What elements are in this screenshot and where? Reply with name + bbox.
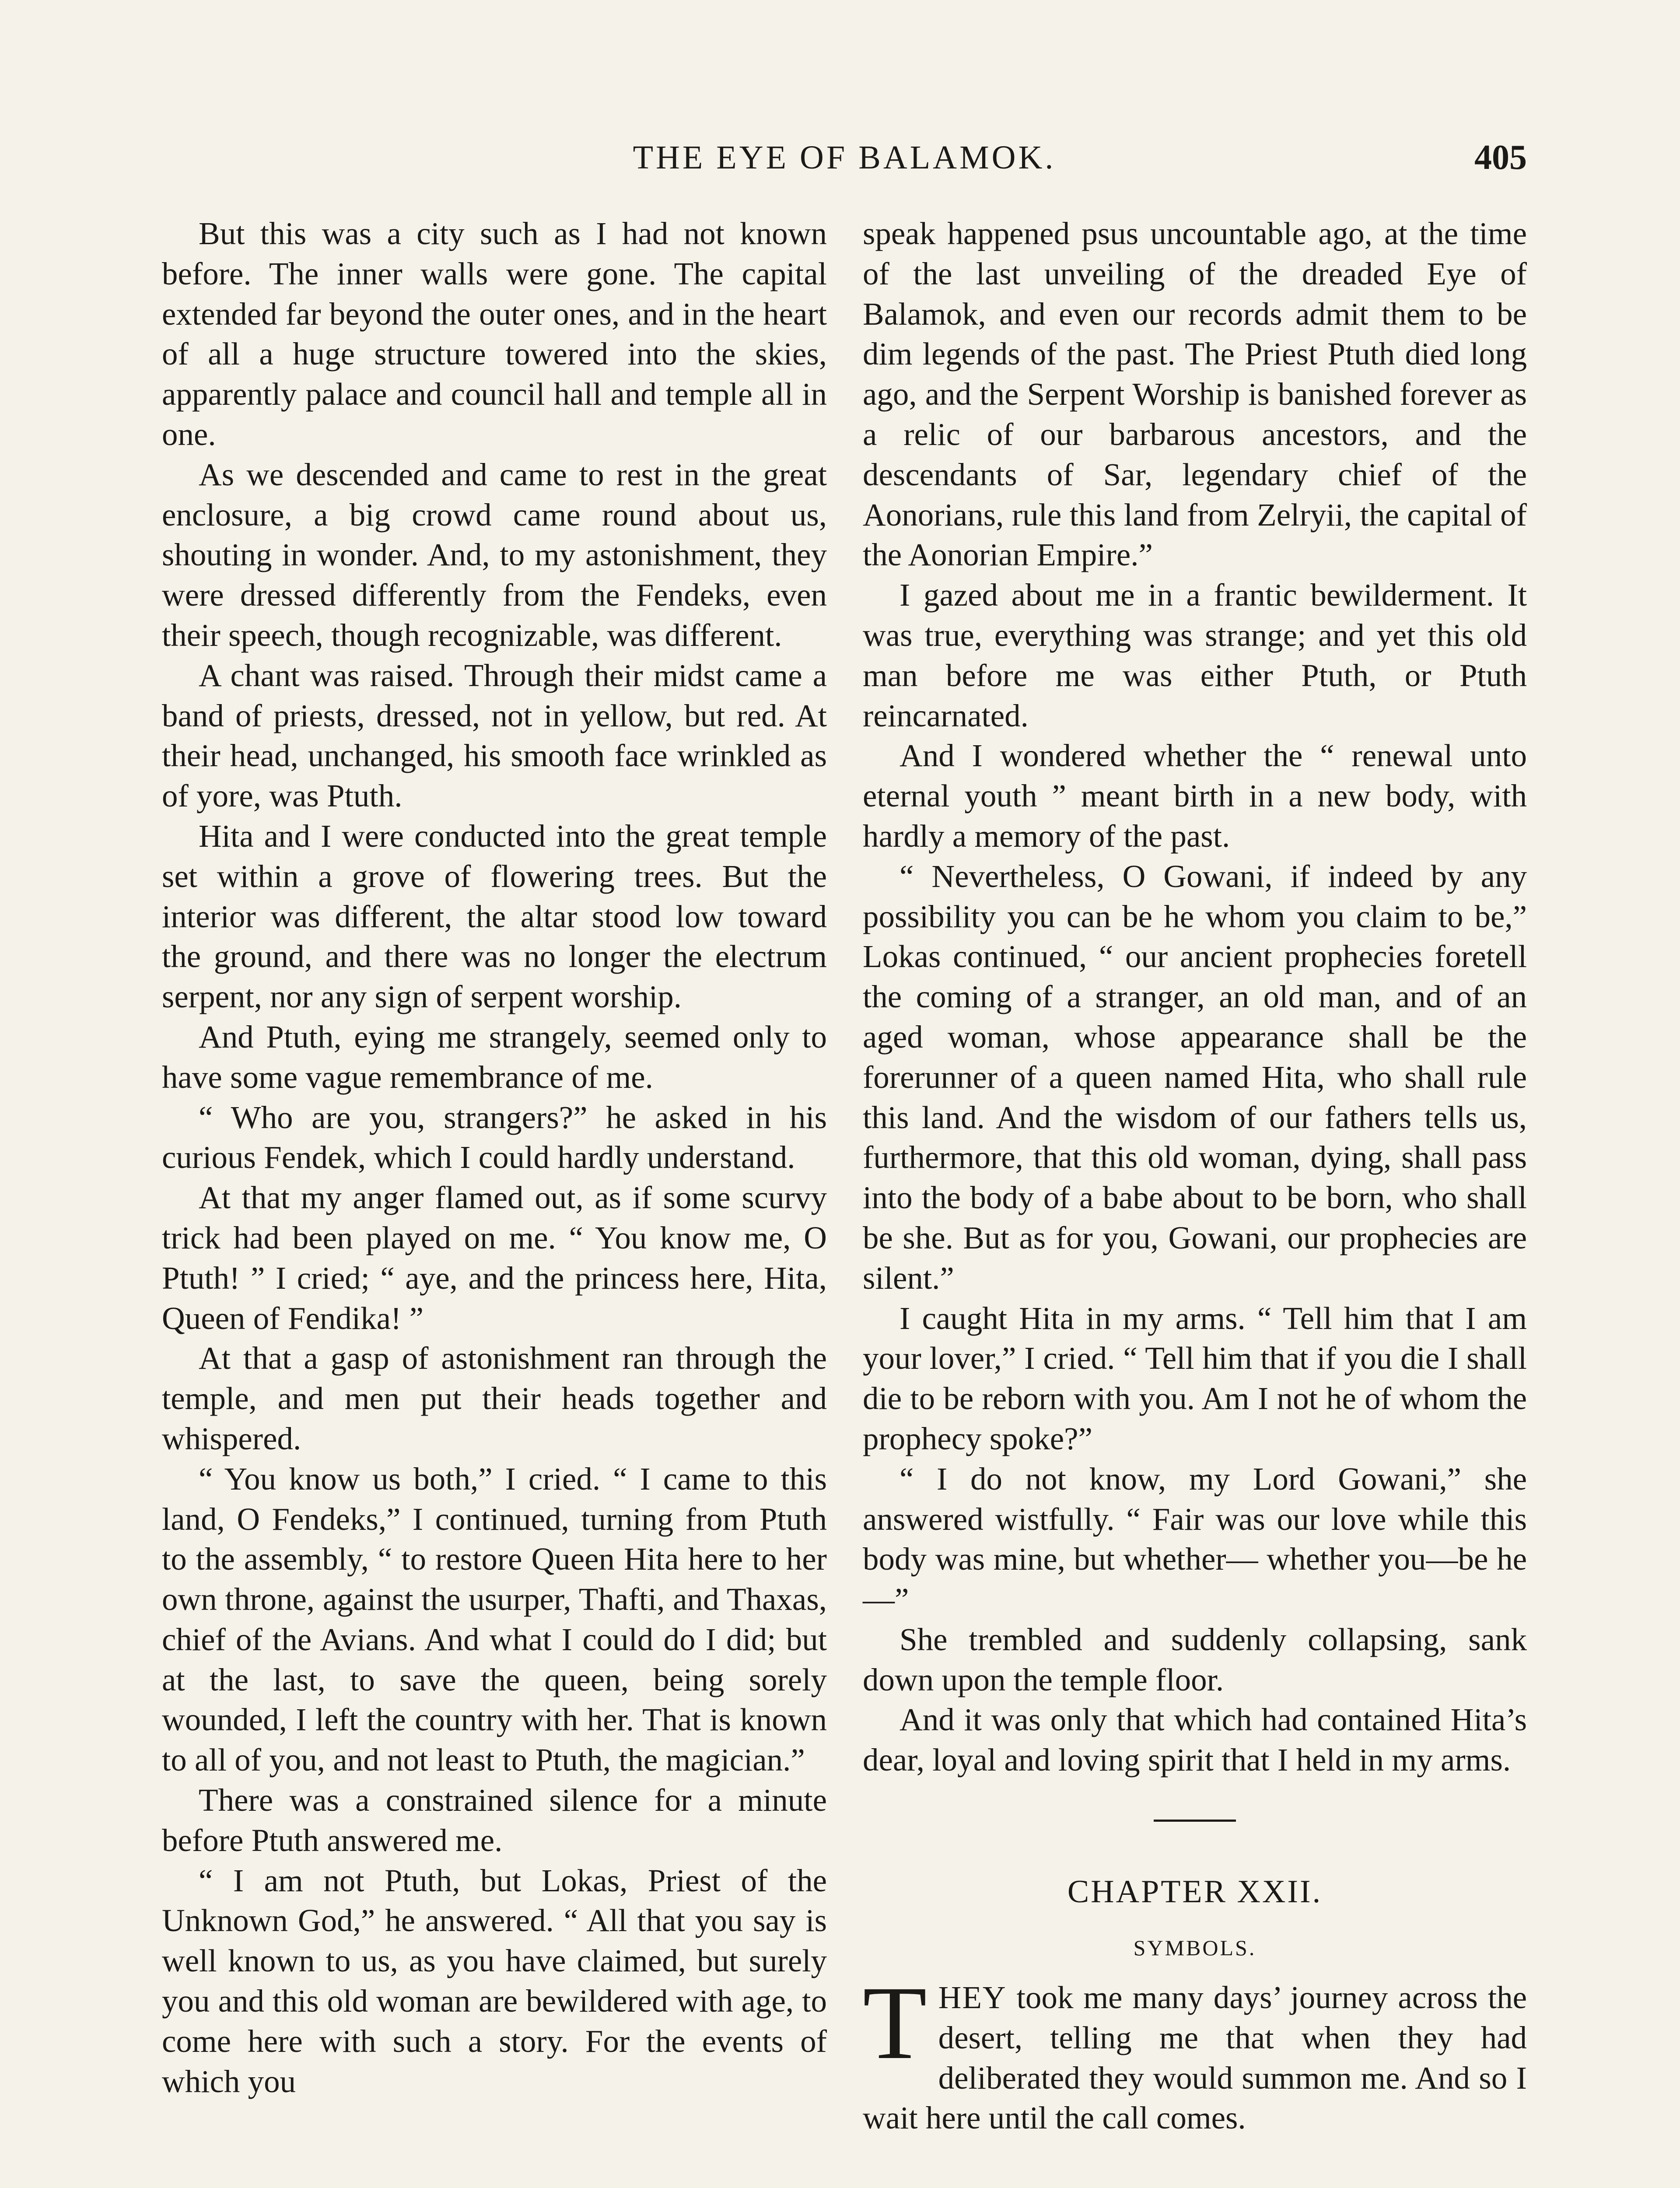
paragraph: At that my anger flamed out, as if some scurvy trick had been played on me. “ You know me, O Ptuth! ” I cried; “ aye, and the princess here, Hita, Queen of Fendika! ” [162, 1180, 827, 1336]
paragraph: At that a gasp of astonishment ran through the temple, and men put their heads together and whispered. [162, 1340, 827, 1456]
page-header [162, 133, 1527, 182]
section-divider [1154, 1820, 1236, 1822]
paragraph: But this was a city such as I had not known before. The inner walls were gone. The capital extended far beyond the outer ones, and in the heart of all a huge structure towered into the skies, apparently palace and council hall and temple all in one. [162, 216, 827, 452]
paragraph: A chant was raised. Through their midst came a band of priests, dressed, not in yellow, but red. At their head, unchanged, his smooth face wrinkled as of yore, was Ptuth. [162, 657, 827, 814]
paragraph: Hita and I were conducted into the great temple set within a grove of flowering trees. But the interior was different, the altar stood low toward the ground, and there was no longer the electrum serpent, nor any sign of serpent worship. [162, 818, 827, 1015]
paragraph: As we descended and came to rest in the great enclosure, a big crowd came round about us, shouting in wonder. And, to my astonishment, they were dressed differently from the Fendeks, even their speech, though recognizable, was different. [162, 456, 827, 653]
paragraph: There was a constrained silence for a minute before Ptuth answered me. [162, 1782, 827, 1858]
paragraph: “ I do not know, my Lord Gowani,” she answered wistfully. “ Fair was our love while this body was mine, but whether— whether you—be he—” [863, 1461, 1527, 1617]
left-column [162, 214, 827, 2101]
paragraph: And Ptuth, eying me strangely, seemed only to have some vague remembrance of me. [162, 1019, 827, 1095]
paragraph: “ Who are you, strangers?” he asked in his curious Fendek, which I could hardly understand. [162, 1099, 827, 1175]
page-number: 405 [1474, 138, 1527, 177]
paragraph: I gazed about me in a frantic bewilderment. It was true, everything was strange; and yet this old man before me was either Ptuth, or Ptuth reincarnated. [863, 577, 1527, 733]
chapter-opening-paragraph [863, 1964, 1527, 2138]
right-column [863, 214, 1527, 2138]
running-title: THE EYE OF BALAMOK. [633, 139, 1056, 176]
opening-small-caps: HEY [938, 1980, 1007, 2016]
paragraph: She trembled and suddenly collapsing, sank down upon the temple floor. [863, 1621, 1527, 1697]
drop-cap: T [863, 1964, 927, 2081]
paragraph: And I wondered whether the “ renewal unto eternal youth ” meant birth in a new body, with hardly a memory of the past. [863, 738, 1527, 854]
paragraph: “ I am not Ptuth, but Lokas, Priest of the Unknown God,” he answered. “ All that you say is well known to us, as you have claimed, but surely you and this old woman are bewildered with age, to come here with such a story. For the events of which you [162, 1862, 827, 2099]
paragraph: “ Nevertheless, O Gowani, if indeed by any possibility you can be he whom you claim to be,” Lokas continued, “ our ancient prophecies foretell the coming of a stranger, an old man, and of an aged woman, whose appearance shall be the forerunner of a queen named Hita, who shall rule this land. And the wisdom of our fathers tells us, furthermore, that this old woman, dying, shall pass into the body of a babe about to be born, who shall be she. But as for you, Gowani, our prophecies are silent.” [863, 858, 1527, 1296]
paragraph: “ You know us both,” I cried. “ I came to this land, O Fendeks,” I continued, turning from Ptuth to the assembly, “ to restore Queen Hita here to her own throne, against the usurper, Thafti, and Thaxas, chief of the Avians. And what I could do I did; but at the last, to save the queen, being sorely wounded, I left the country with her. That is known to all of you, and not least to Ptuth, the magician.” [162, 1461, 827, 1778]
paragraph: I caught Hita in my arms. “ Tell him that I am your lover,” I cried. “ Tell him that if you die I shall die to be reborn with you. Am I not he of whom the prophecy spoke?” [863, 1300, 1527, 1456]
chapter-subtitle: SYMBOLS. [1133, 1936, 1256, 1960]
chapter-title: CHAPTER XXII. [1067, 1874, 1323, 1910]
paragraph-continuation: speak happened psus uncountable ago, at the time of the last unveiling of the dreaded Eye of Balamok, and even our records admit them to be dim legends of the past. The Priest Ptuth died long ago, and the Serpent Worship is banished forever as a relic of our barbarous ancestors, and the descendants of Sar, legendary chief of the Aonorians, rule this land from Zelryii, the capital of the Aonorian Empire.” [863, 216, 1527, 573]
paragraph: And it was only that which had contained Hita’s dear, loyal and loving spirit that I held in my arms. [863, 1702, 1527, 1778]
opening-text: took me many days’ journey across the desert, telling me that when they had deliberated they would summon me. And so I wait here until the call comes. [863, 1980, 1527, 2136]
